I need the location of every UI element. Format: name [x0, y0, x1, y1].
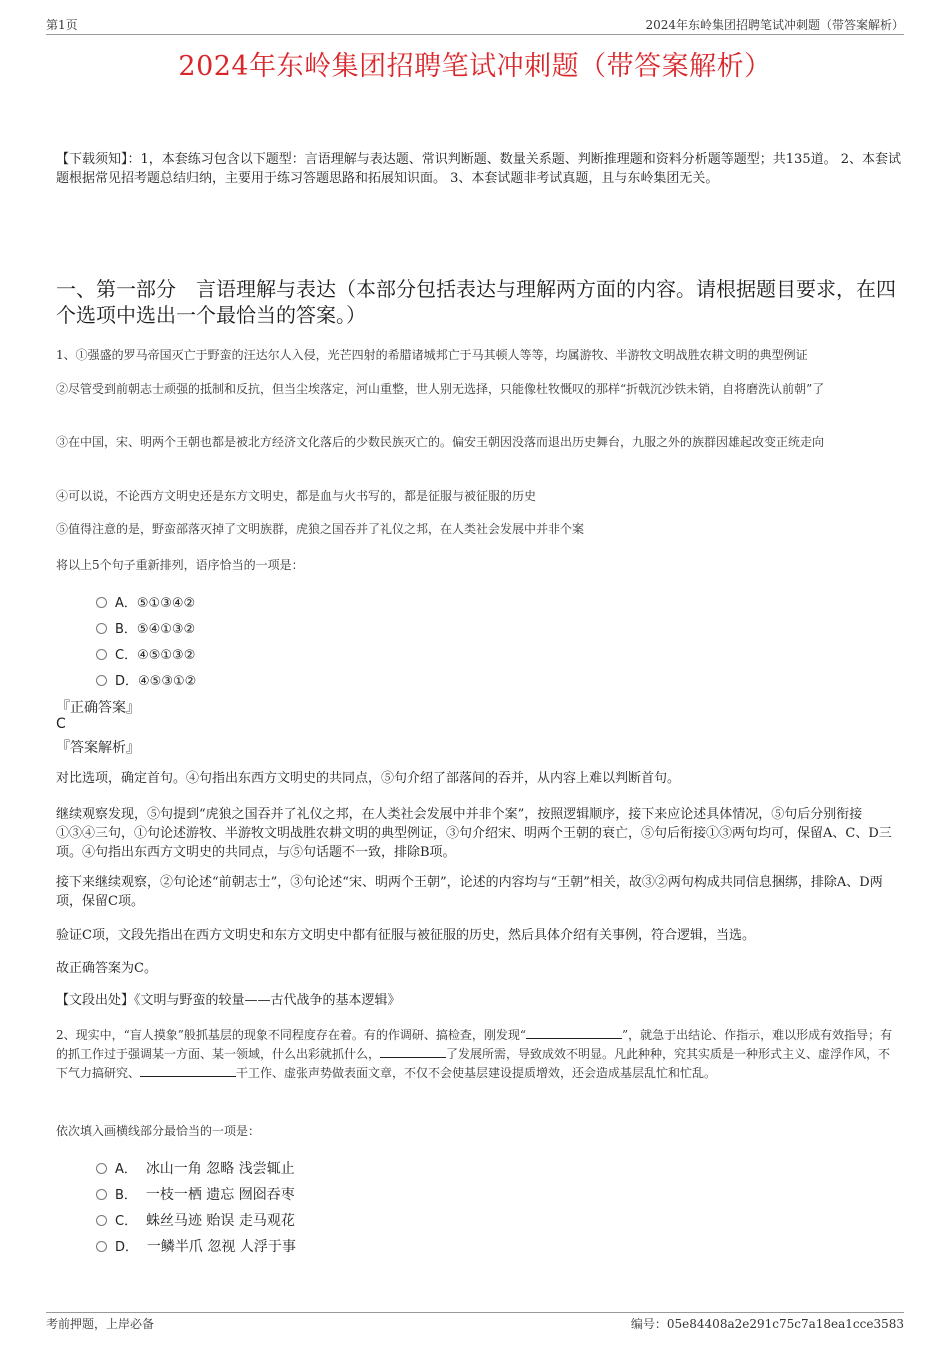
blank-1 — [526, 1026, 622, 1039]
analysis-paragraph: 验证C项，文段先指出在西方文明史和东方文明史中都有征服与被征服的历史，然后具体介绍有关事例，符合逻辑，当选。 — [56, 928, 755, 943]
source-citation: 【文段出处】《文明与野蛮的较量——古代战争的基本逻辑》 — [56, 993, 401, 1008]
q2-passage: 2、现实中，“盲人摸象”般抓基层的现象不同程度存在着。有的作调研、搞检查，刚发现“ ”，就急于出结论、作指示，难以形成有效指导；有的抓工作过于强调某一方面、某一领域，什么出彩就抓什么， 了发展所需，导致成效不明显。凡此种种，究其实质是一种形式主义、虚浮作风，不下气力搞研究、 干工作、虚张声势做表面文章，不仅不会使基层建设提质增效，还会造成基层乱忙和忙乱。 — [56, 1028, 893, 1080]
q1-option-a[interactable]: A．⑤①③④② — [96, 592, 195, 611]
radio-icon[interactable] — [96, 649, 107, 660]
radio-icon[interactable] — [96, 675, 107, 686]
analysis-paragraph: 继续观察发现，⑤句提到“虎狼之国吞并了礼仪之邦，在人类社会发展中并非个案”，按照逻辑顺序，接下来应论述具体情况，⑤句后分别衔接①③④三句，①句论述游牧、半游牧文明战胜农耕文明的典型例证，③句介绍宋、明两个王朝的衰亡，⑤句后衔接①③两句均可，保留A、C、D三项。④句指出东西方文明史的共同点，与⑤句话题不一致，排除B项。 — [56, 807, 892, 860]
blank-2 — [380, 1045, 446, 1058]
analysis-paragraph: 接下来继续观察，②句论述“前朝志士”，③句论述“宋、明两个王朝”，论述的内容均与“王朝”相关，故③②两句构成共同信息捆绑，排除A、D两项，保留C项。 — [56, 875, 883, 909]
header-doc-title: 2024年东岭集团招聘笔试冲刺题（带答案解析） — [645, 18, 904, 32]
analysis-label: 『答案解析』 — [56, 740, 140, 756]
q1-sentence-2: ②尽管受到前朝志士顽强的抵制和反抗，但当尘埃落定，河山重整，世人别无选择，只能像杜牧慨叹的那样“折戟沉沙铁未销，自将磨洗认前朝”了 — [56, 382, 825, 396]
q1-sentence-5: ⑤值得注意的是，野蛮部落灭掉了文明族群，虎狼之国吞并了礼仪之邦，在人类社会发展中并非个案 — [56, 522, 585, 536]
radio-icon[interactable] — [96, 597, 107, 608]
section-heading: 一、第一部分 言语理解与表达（本部分包括表达与理解两方面的内容。请根据题目要求，在四个选项中选出一个最恰当的答案。） — [56, 277, 896, 327]
q2-prompt: 依次填入画横线部分最恰当的一项是： — [56, 1124, 261, 1138]
q1-prompt: 将以上5个句子重新排列，语序恰当的一项是： — [56, 558, 304, 572]
q1-sentence-1: 1、①强盛的罗马帝国灭亡于野蛮的汪达尔人入侵，光芒四射的希腊诸城邦亡于马其顿人等等，均属游牧、半游牧文明战胜农耕文明的典型例证 — [56, 348, 808, 362]
q1-option-c[interactable]: C．④⑤①③② — [96, 644, 195, 663]
page-header — [46, 14, 904, 35]
q1-option-d[interactable]: D．④⑤③①② — [96, 670, 196, 689]
radio-icon[interactable] — [96, 1215, 107, 1226]
q1-sentence-4: ④可以说，不论西方文明史还是东方文明史，都是血与火书写的，都是征服与被征服的历史 — [56, 489, 537, 503]
q2-option-a[interactable]: A． 冰山一角 忽略 浅尝辄止 — [96, 1158, 295, 1178]
download-notice: 【下载须知】：1，本套练习包含以下题型：言语理解与表达题、常识判断题、数量关系题、判断推理题和资料分析题等题型；共135道。 2、本套试题根据常见招考题总结归纳，主要用于练习答题思路和拓展知识面。 3、本套试题非考试真题，且与东岭集团无关。 — [56, 152, 901, 186]
analysis-paragraph: 对比选项，确定首句。④句指出东西方文明史的共同点，⑤句介绍了部落间的吞并，从内容上难以判断首句。 — [56, 771, 681, 786]
q2-option-b[interactable]: B． 一枝一栖 遗忘 囫囵吞枣 — [96, 1184, 295, 1204]
q1-sentence-3: ③在中国，宋、明两个王朝也都是被北方经济文化落后的少数民族灭亡的。偏安王朝因没落而退出历史舞台，九服之外的族群因雄起改变正统走向 — [56, 435, 825, 449]
footer-serial: 编号：05e84408a2e291c75c7a18ea1cce3583 — [630, 1317, 904, 1331]
radio-icon[interactable] — [96, 1189, 107, 1200]
blank-3 — [140, 1064, 236, 1077]
page-title: 2024年东岭集团招聘笔试冲刺题（带答案解析） — [178, 51, 772, 82]
answer-value: C — [56, 716, 66, 732]
analysis-paragraph: 故正确答案为C。 — [56, 961, 157, 976]
q1-option-b[interactable]: B．⑤④①③② — [96, 618, 195, 637]
page-number: 第1页 — [46, 18, 78, 32]
q2-option-c[interactable]: C． 蛛丝马迹 贻误 走马观花 — [96, 1210, 295, 1230]
q2-option-d[interactable]: D． 一鳞半爪 忽视 人浮于事 — [96, 1236, 296, 1256]
radio-icon[interactable] — [96, 1241, 107, 1252]
radio-icon[interactable] — [96, 623, 107, 634]
radio-icon[interactable] — [96, 1163, 107, 1174]
footer-slogan: 考前押题，上岸必备 — [46, 1317, 155, 1331]
page-footer — [46, 1312, 904, 1331]
answer-label: 『正确答案』 — [56, 700, 140, 716]
